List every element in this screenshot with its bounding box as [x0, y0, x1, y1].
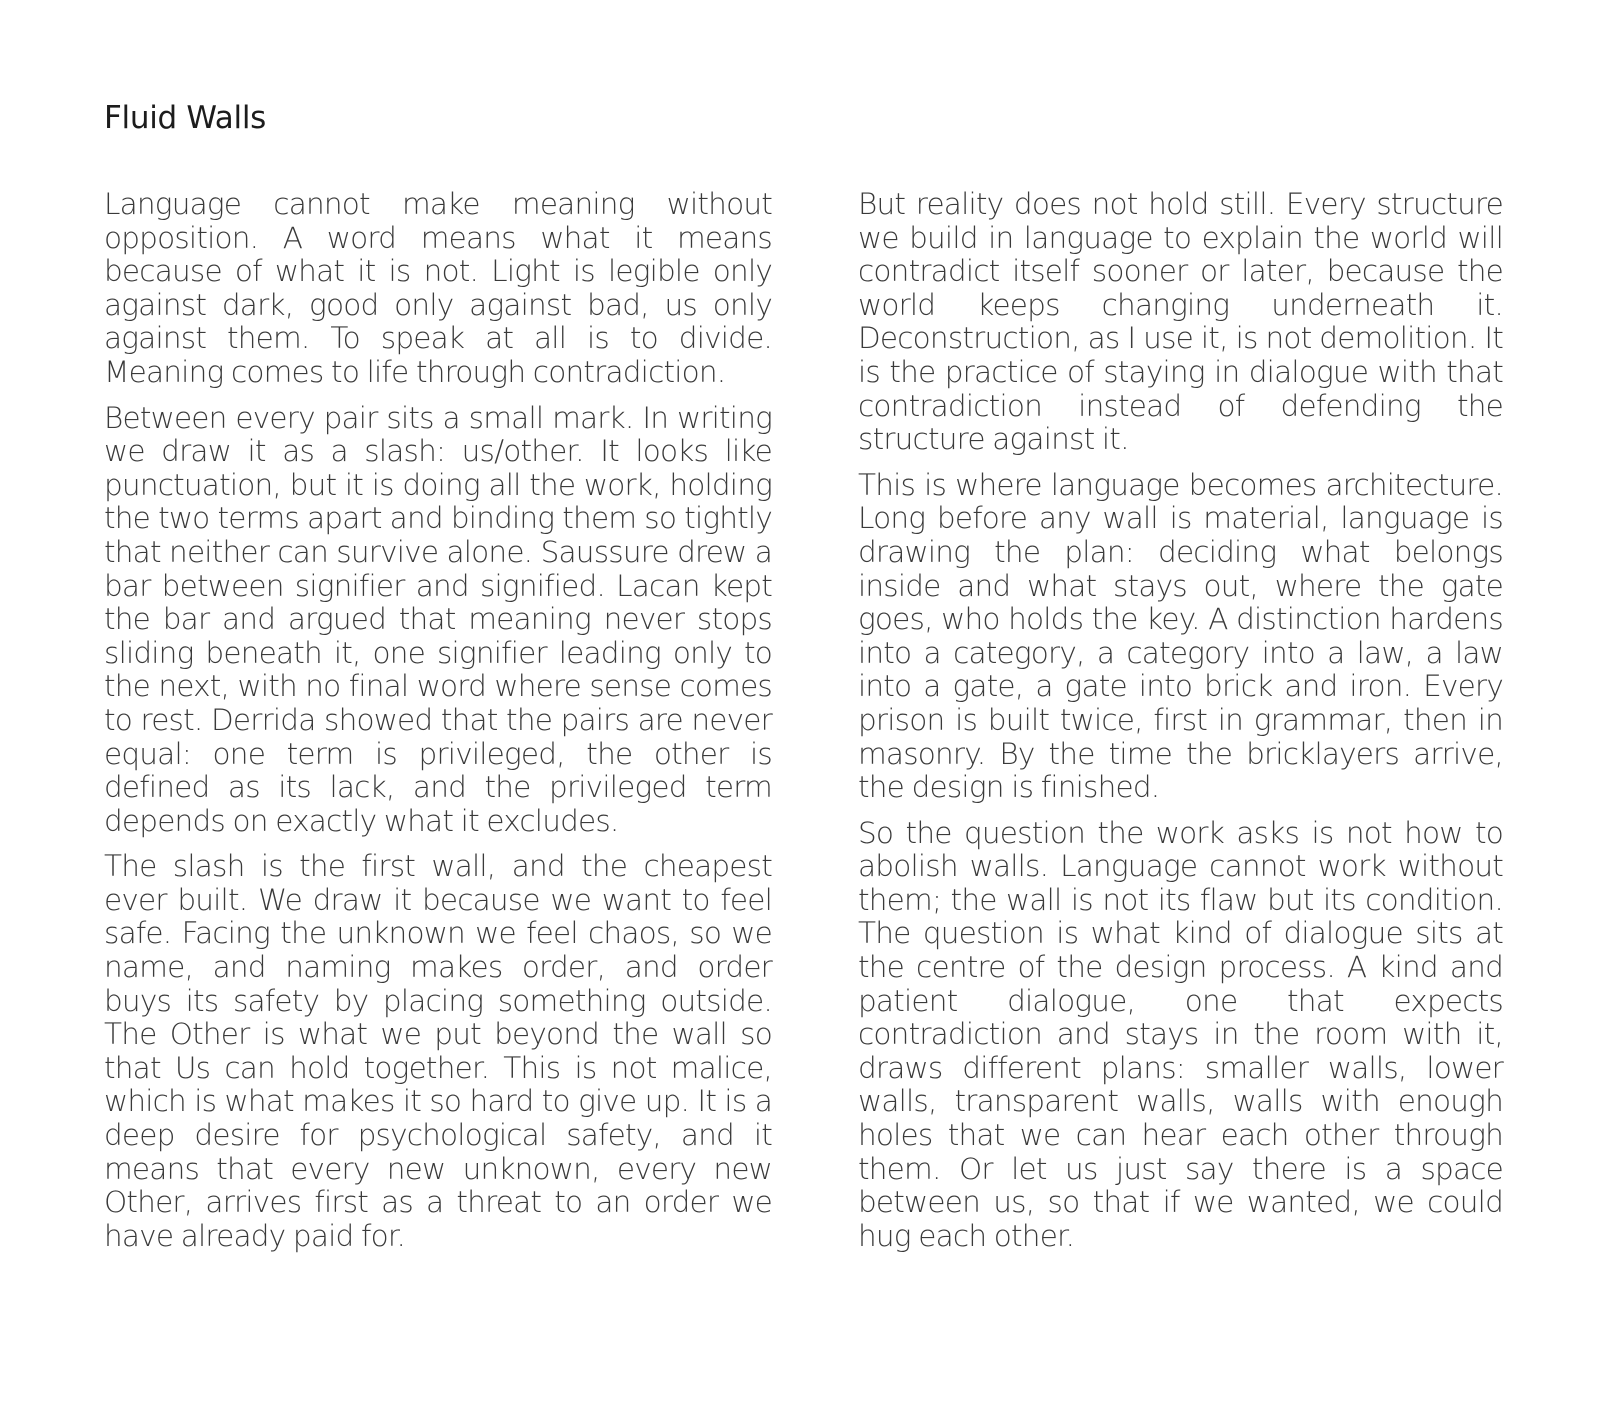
paragraph-right-3: So the question the work asks is not how to abolish walls. Language cannot work without them; the wall is not its flaw but its condition. The question is what kind of dialogue sits at the centre of the design process. A kind and patient dialogue, one that expects contradiction and stays in the room with it, draws different plans: smaller walls, lower walls, transparent walls, walls with enough holes that we can hear each other through them. Or let us just say there is a space between us, so that if we wanted, we could hug each other.	[858, 815, 1503, 1253]
paragraph-right-1: But reality does not hold still. Every structure we build in language to explain the world will contradict itself sooner or later, because the world keeps changing underneath it. Deconstruction, as I use it, is not demolition. It is the practice of staying in dialogue with that contradiction instead of defending the structure against it.	[858, 187, 1503, 457]
document-title: Fluid Walls	[104, 100, 266, 136]
paragraph-left-3: The slash is the first wall, and the cheapest ever built. We draw it because we want to feel safe. Facing the unknown we feel chaos, so we name, and naming makes order, and order buys its safety by placing something outside. The Other is what we put beyond the wall so that Us can hold together. This is not malice, which is what makes it so hard to give up. It is a deep desire for psychological safety, and it means that every new unknown, every new Other, arrives first as a threat to an order we have already paid for.	[104, 849, 772, 1253]
left-column	[104, 188, 772, 1265]
paragraph-left-1: Language cannot make meaning without opposition. A word means what it means because of what it is not. Light is legible only against dark, good only against bad, us only against them. To speak at all is to divide. Meaning comes to life through contradiction.	[104, 187, 772, 389]
right-column	[858, 188, 1503, 1265]
paragraph-left-2: Between every pair sits a small mark. In writing we draw it as a slash: us/other. It looks like punctuation, but it is doing all the work, holding the two terms apart and binding them so tightly that neither can survive alone. Saussure drew a bar between signifier and signified. Lacan kept the bar and argued that meaning never stops sliding beneath it, one signifier leading only to the next, with no final word where sense comes to rest. Derrida showed that the pairs are never equal: one term is privileged, the other is defined as its lack, and the privileged term depends on exactly what it excludes.	[104, 400, 772, 838]
paragraph-right-2: This is where language becomes architecture. Long before any wall is material, language is drawing the plan: deciding what belongs inside and what stays out, where the gate goes, who holds the key. A distinction hardens into a category, a category into a law, a law into a gate, a gate into brick and iron. Every prison is built twice, first in grammar, then in masonry. By the time the bricklayers arrive, the design is finished.	[858, 467, 1503, 805]
